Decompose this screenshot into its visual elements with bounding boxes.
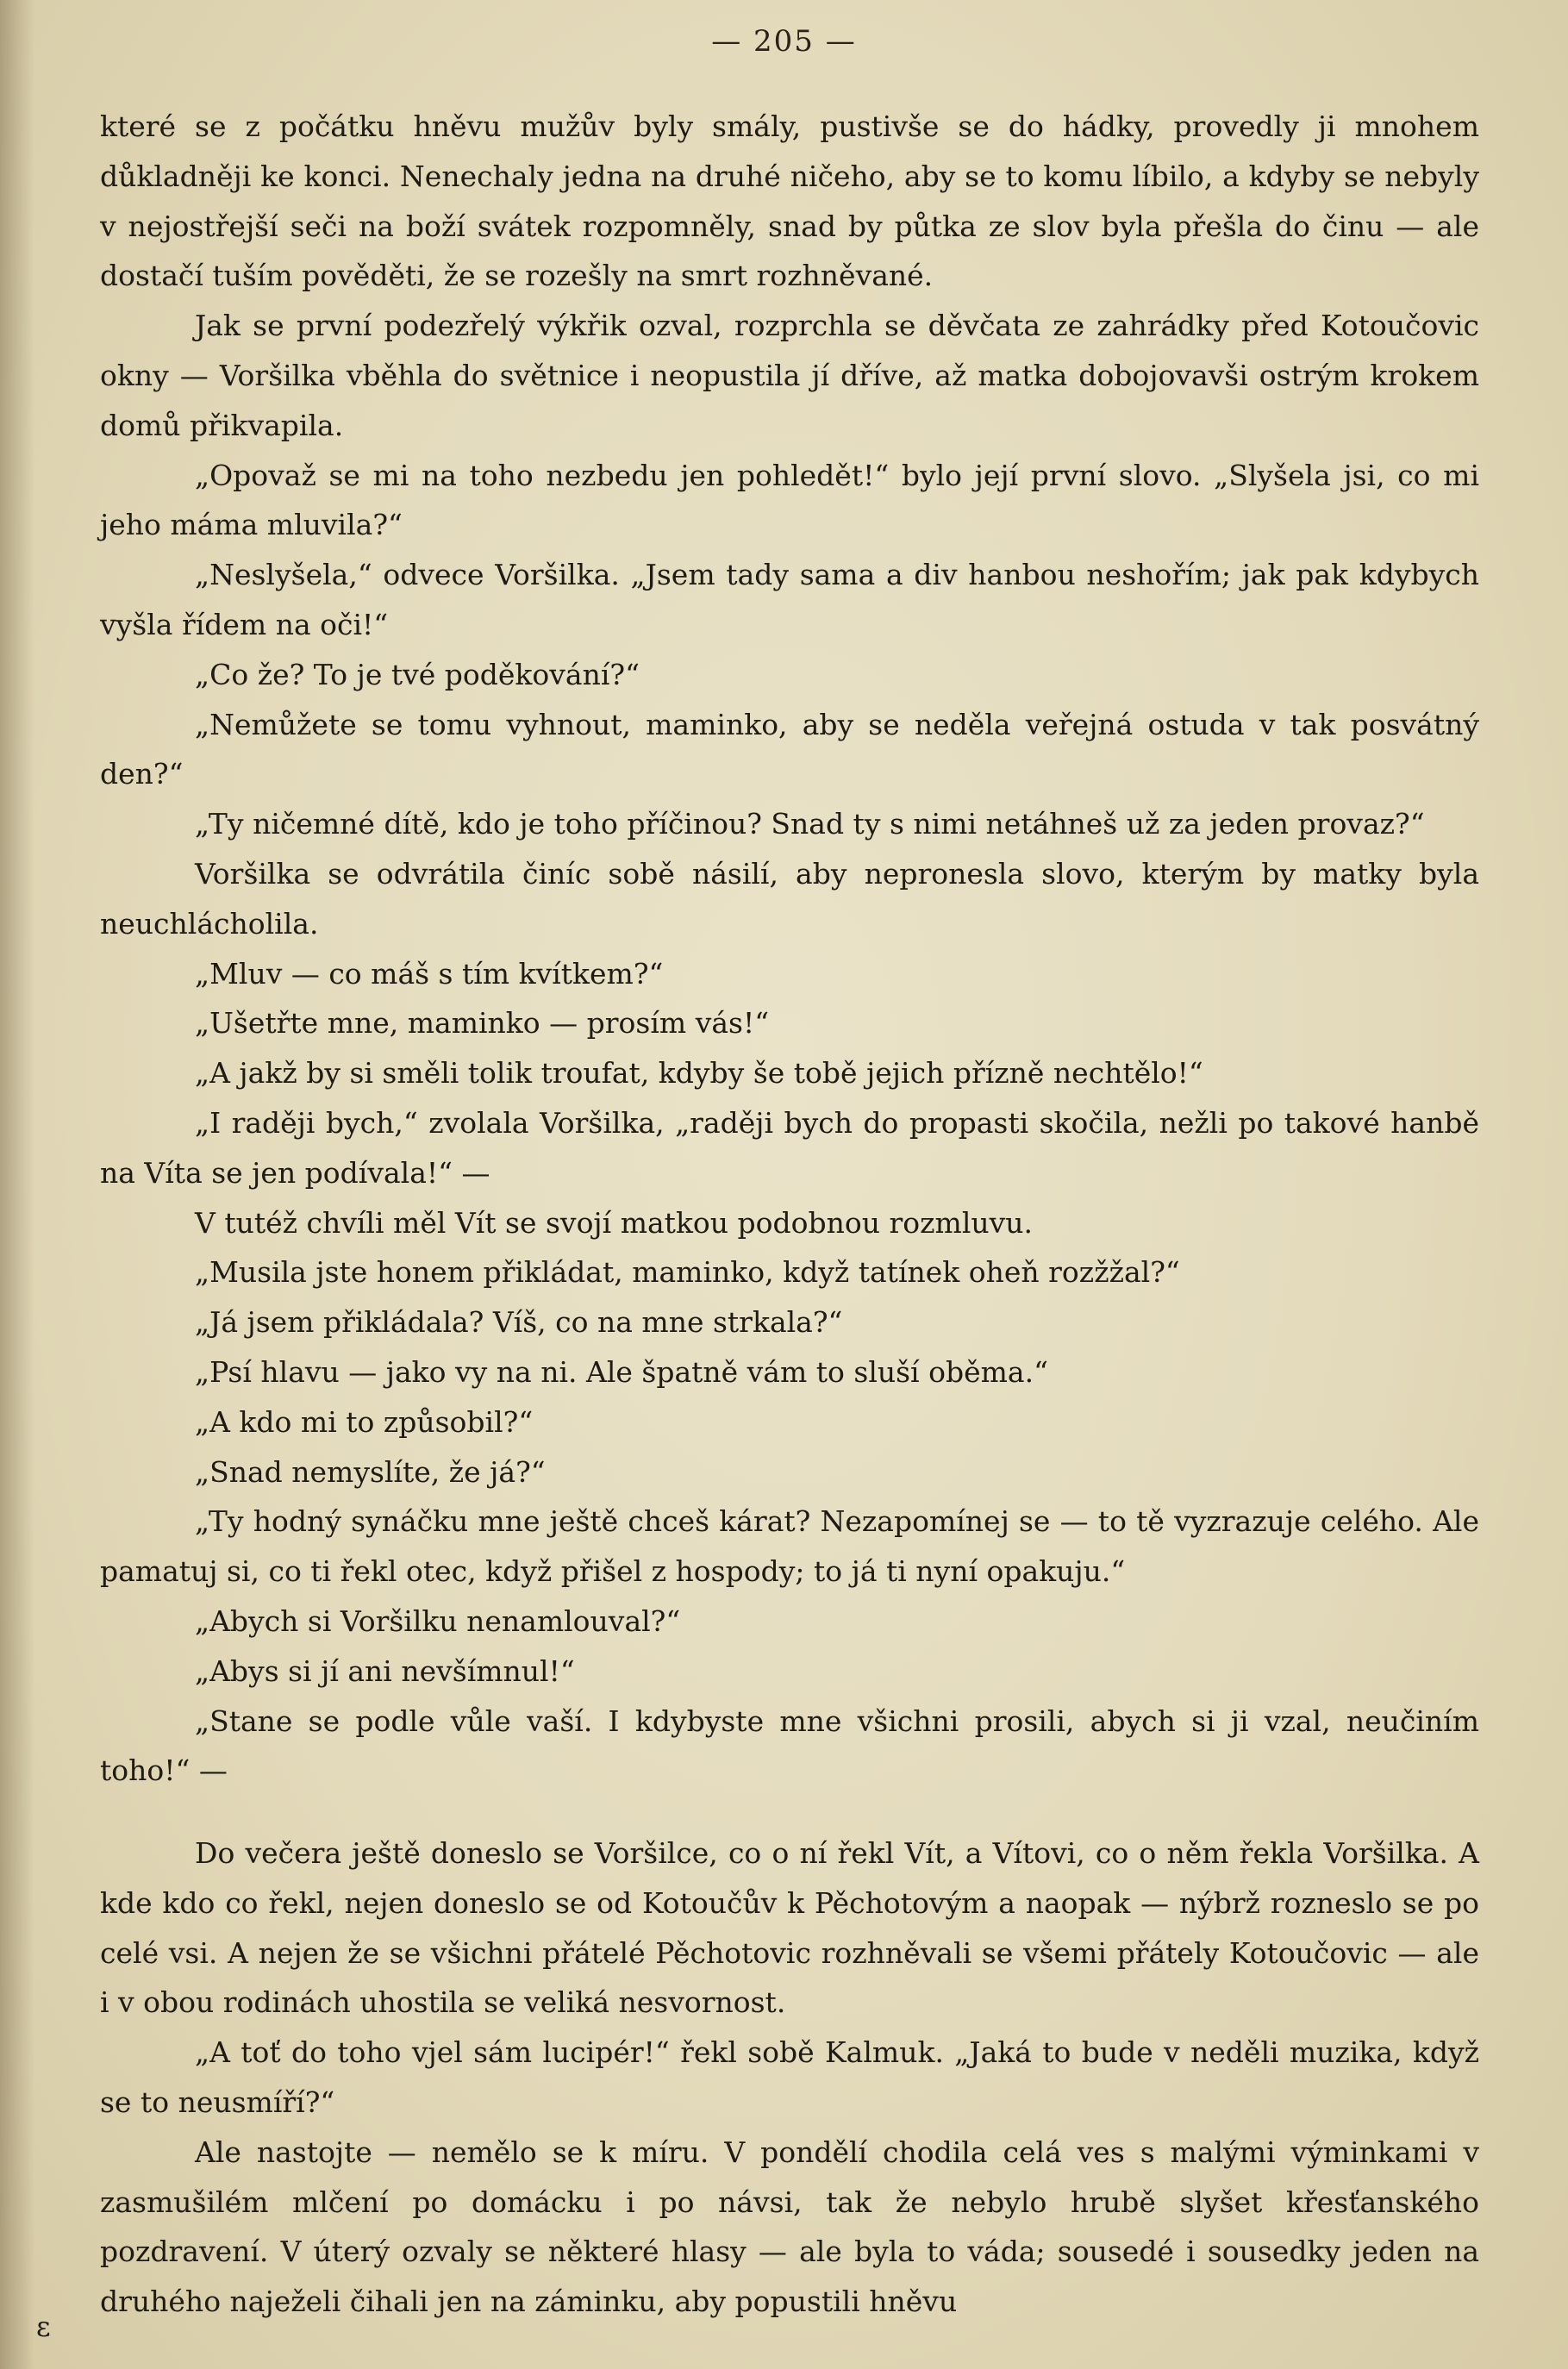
paragraph: „Psí hlavu — jako vy na ni. Ale špatně vám to sluší oběma.“: [195, 1354, 1048, 1389]
paragraph: „Snad nemyslíte, že já?“: [195, 1454, 546, 1489]
paragraph: „A jakž by si směli tolik troufat, kdyby še tobě jejich přízně nechtělo!“: [195, 1056, 1203, 1091]
section-gap: [100, 1796, 1479, 1828]
paragraph: Ale nastojte — nemělo se k míru. V pondělí chodila celá ves s malými výminkami v zasmušilém mlčení po domácku i po návsi, tak že nebylo hrubě slyšet křesťanského pozdravení. V úterý ozvaly se některé hlasy — ale byla to váda; sousedé i sousedky jeden na druhého naježeli čihali jen na záminku, aby popustili hněvu: [100, 2135, 1479, 2319]
paragraph: Jak se první podezřelý výkřik ozval, rozprchla se děvčata ze zahrádky před Kotoučovic okny — Voršilka vběhla do světnice i neopustila jí dříve, až matka dobojovavši ostrým krokem domů přikvapila.: [100, 309, 1479, 442]
corner-mark: ε: [36, 2310, 51, 2343]
page-number: — 205 —: [711, 24, 857, 59]
binding-shadow: [0, 0, 34, 2369]
paragraph: „Co že? To je tvé poděkování?“: [195, 657, 640, 691]
paragraph: Do večera ještě doneslo se Voršilce, co o ní řekl Vít, a Vítovi, co o něm řekla Voršilka. A kde kdo co řekl, nejen doneslo se od Kotoučův k Pěchotovým a naopak — nýbrž rozneslo se po celé vsi. A nejen že se všichni přátelé Pěchotovic rozhněvali se všemi přátely Kotoučovic — ale i v obou rodinách uhostila se veliká nesvornost.: [100, 1836, 1479, 2020]
paragraph: „Ušetřte mne, maminko — prosím vás!“: [195, 1006, 770, 1041]
body-text: [100, 102, 1479, 2327]
paragraph: V tutéž chvíli měl Vít se svojí matkou podobnou rozmluvu.: [195, 1205, 1034, 1240]
paragraph: které se z počátku hněvu mužův byly smály, pustivše se do hádky, provedly ji mnohem důkladněji ke konci. Nenechaly jedna na druhé ničeho, aby se to komu líbilo, a kdyby se nebyly v nejostřejší seči na boží svátek rozpomněly, snad by půtka ze slov byla přešla do činu — ale dostačí tuším pověděti, že se rozešly na smrt rozhněvané.: [100, 109, 1479, 293]
paragraph: „Abys si jí ani nevšímnul!“: [195, 1653, 575, 1688]
paragraph: „Já jsem přikládala? Víš, co na mne strkala?“: [195, 1305, 843, 1340]
paragraph: „Mluv — co máš s tím kvítkem?“: [195, 956, 664, 991]
paragraph: „Musila jste honem přikládat, maminko, když tatínek oheň rozžžal?“: [195, 1255, 1180, 1290]
paragraph: „Stane se podle vůle vaší. I kdybyste mne všichni prosili, abych si ji vzal, neučiním toho!“ —: [100, 1703, 1479, 1788]
paragraph: „Neslyšela,“ odvece Voršilka. „Jsem tady sama a div hanbou neshořím; jak pak kdybych vyšla řídem na oči!“: [100, 558, 1479, 641]
paragraph: „Opovaž se mi na toho nezbedu jen pohledět!“ bylo její první slovo. „Slyšela jsi, co mi jeho máma mluvila?“: [100, 458, 1479, 542]
paragraph: „Ty hodný synáčku mne ještě chceš kárat? Nezapomínej se — to tě vyzrazuje celého. Ale pamatuj si, co ti řekl otec, když přišel z hospody; to já ti nyní opakuju.“: [100, 1504, 1479, 1589]
paragraph: „Ty ničemné dítě, kdo je toho příčinou? Snad ty s nimi netáhneš už za jeden provaz?“: [195, 807, 1425, 841]
paragraph: Voršilka se odvrátila činíc sobě násilí, aby nepronesla slovo, kterým by matky byla neuchlácholila.: [100, 856, 1479, 941]
paragraph: „Nemůžete se tomu vyhnout, maminko, aby se neděla veřejná ostuda v tak posvátný den?“: [100, 707, 1479, 791]
paragraph: „I raději bych,“ zvolala Voršilka, „raději bych do propasti skočila, nežli po takové hanbě na Víta se jen podívala!“ —: [100, 1105, 1479, 1190]
paragraph: „A toť do toho vjel sám lucipér!“ řekl sobě Kalmuk. „Jaká to bude v neděli muzika, když se to neusmíří?“: [100, 2035, 1479, 2120]
paragraph: „A kdo mi to způsobil?“: [195, 1404, 534, 1439]
paragraph: „Abych si Voršilku nenamlouval?“: [195, 1603, 681, 1638]
